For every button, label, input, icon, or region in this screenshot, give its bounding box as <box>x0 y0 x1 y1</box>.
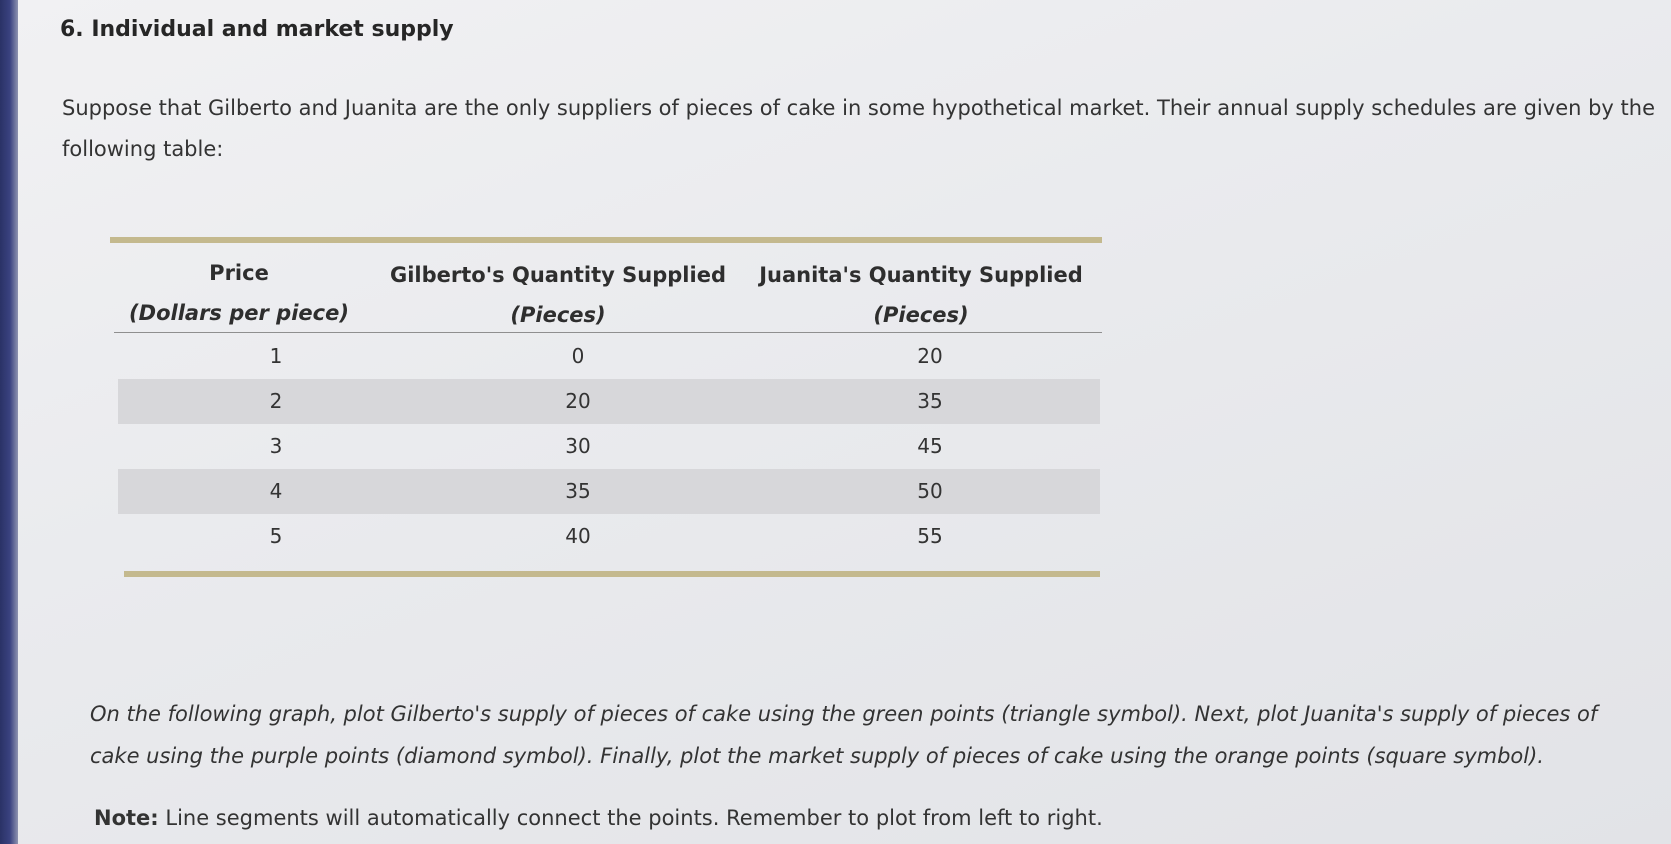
juanita-qty-cell: 50 <box>917 479 943 503</box>
juanita-qty-cell: 20 <box>917 344 943 368</box>
header-juanita-unit: (Pieces) <box>873 303 969 327</box>
table-top-rule <box>110 237 1102 243</box>
note-text: Line segments will automatically connect the points. Remember to plot from left to right. <box>158 806 1103 830</box>
note-label: Note: <box>94 806 159 830</box>
intro-paragraph: Suppose that Gilberto and Juanita are the only suppliers of pieces of cake in some hypothetical market. Their annual supply schedules are given by the following table: <box>62 96 1655 161</box>
table-row <box>118 424 1100 469</box>
table-row <box>118 469 1100 514</box>
juanita-qty-cell: 55 <box>917 524 943 548</box>
juanita-qty-cell: 35 <box>917 389 943 413</box>
left-screen-edge <box>0 0 18 844</box>
gilberto-qty-cell: 35 <box>565 479 591 503</box>
price-cell: 2 <box>269 389 283 413</box>
header-gilberto <box>378 255 738 335</box>
header-juanita-title: Juanita's Quantity Supplied <box>759 263 1083 287</box>
header-gilberto-unit: (Pieces) <box>510 303 606 327</box>
juanita-qty-cell: 45 <box>917 434 943 458</box>
table-row <box>118 334 1100 379</box>
question-heading: 6. Individual and market supply <box>60 17 454 42</box>
gilberto-qty-cell: 40 <box>565 524 591 548</box>
price-cell: 3 <box>269 434 283 458</box>
gilberto-qty-cell: 0 <box>571 344 585 368</box>
header-price <box>114 253 364 333</box>
gilberto-qty-cell: 20 <box>565 389 591 413</box>
table-header-divider <box>114 332 1102 333</box>
header-price-unit: (Dollars per piece) <box>129 301 349 325</box>
note-line <box>94 806 1103 830</box>
price-cell: 5 <box>269 524 283 548</box>
price-cell: 1 <box>269 344 283 368</box>
gilberto-qty-cell: 30 <box>565 434 591 458</box>
table-bottom-rule <box>124 571 1100 577</box>
table-row <box>118 514 1100 559</box>
graph-instructions: On the following graph, plot Gilberto's supply of pieces of cake using the green points (triangle symbol). Next, plot Juanita's supply of pieces of cake using the purple points (diamond symbol). Finally, plot the market supply of pieces of cake using the orange points (square symbol). <box>90 702 1598 768</box>
header-juanita <box>746 255 1096 335</box>
price-cell: 4 <box>269 479 283 503</box>
question-page <box>18 0 1671 844</box>
header-gilberto-title: Gilberto's Quantity Supplied <box>390 263 726 287</box>
table-row <box>118 379 1100 424</box>
header-price-title: Price <box>209 261 269 285</box>
